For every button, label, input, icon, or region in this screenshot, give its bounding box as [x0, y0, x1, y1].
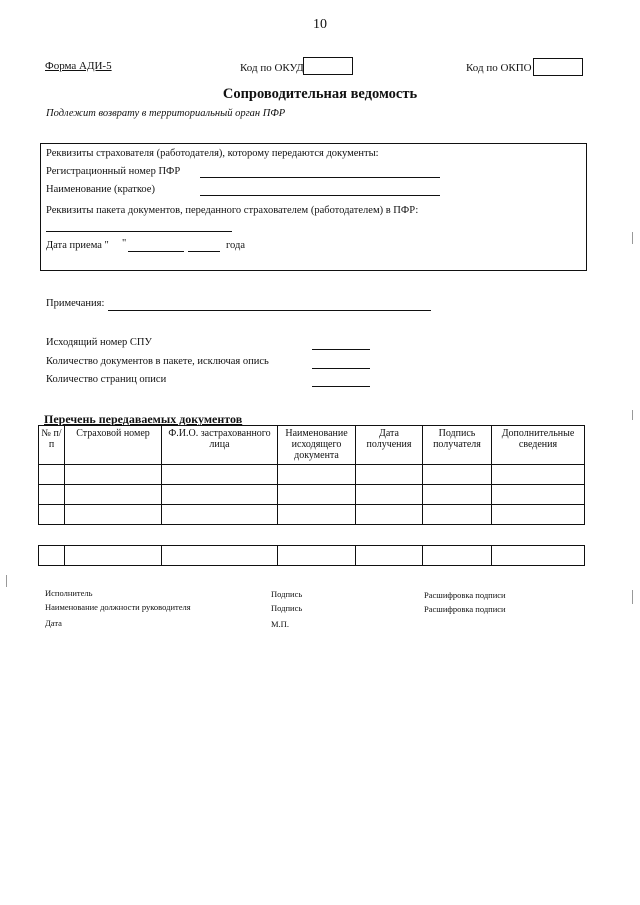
column-header-insurance-number: Страховой номер [65, 426, 162, 465]
manager-position-label: Наименование должности руководителя [45, 602, 191, 612]
form-name: Форма АДИ-5 [45, 60, 112, 72]
signature-label-2: Подпись [271, 603, 303, 613]
table-cell[interactable] [278, 465, 356, 485]
date-label: Дата приема " [46, 240, 109, 251]
okud-code-box[interactable] [303, 57, 353, 75]
table-cell[interactable] [278, 485, 356, 505]
table-cell[interactable] [423, 485, 492, 505]
table-cell[interactable] [39, 546, 65, 566]
table-cell[interactable] [162, 485, 278, 505]
executor-label: Исполнитель [45, 588, 93, 598]
table-cell[interactable] [65, 505, 162, 525]
column-header-full-name: Ф.И.О. застрахованного лица [162, 426, 278, 465]
page-count-label: Количество страниц описи [46, 374, 167, 385]
table-cell[interactable] [162, 505, 278, 525]
table-cell[interactable] [356, 505, 423, 525]
stamp-label: М.П. [271, 619, 289, 629]
table-cell[interactable] [278, 505, 356, 525]
insurer-heading: Реквизиты страхователя (работодателя), которому передаются документы: [46, 148, 379, 159]
year-label: года [226, 240, 245, 251]
table-cell[interactable] [65, 485, 162, 505]
documents-table [38, 425, 585, 525]
table-cell[interactable] [492, 546, 585, 566]
outgoing-number-label: Исходящий номер СПУ [46, 337, 152, 348]
table-cell[interactable] [39, 485, 65, 505]
document-title: Сопроводительная ведомость [222, 86, 418, 102]
table-row [39, 546, 585, 566]
outgoing-number-field[interactable] [312, 349, 370, 350]
column-header-number: № п/п [39, 426, 65, 465]
table-row [39, 485, 585, 505]
column-header-document-name: Наименование исходящего документа [278, 426, 356, 465]
scan-mark [632, 232, 633, 244]
doc-count-field[interactable] [312, 368, 370, 369]
table-cell[interactable] [65, 465, 162, 485]
scan-mark [6, 575, 7, 587]
table-cell[interactable] [356, 465, 423, 485]
documents-table-continuation [38, 545, 585, 566]
table-row [39, 505, 585, 525]
reg-number-label: Регистрационный номер ПФР [46, 166, 181, 177]
date-quote: " [122, 238, 127, 249]
column-header-additional-info: Дополнительные сведения [492, 426, 585, 465]
okud-label: Код по ОКУД [240, 62, 304, 74]
table-row [39, 465, 585, 485]
scan-mark [632, 410, 633, 420]
table-cell[interactable] [423, 546, 492, 566]
okpo-label: Код по ОКПО [466, 62, 532, 74]
date-signature-label: Дата [45, 618, 62, 628]
table-cell[interactable] [162, 465, 278, 485]
table-cell[interactable] [278, 546, 356, 566]
okpo-code-box[interactable] [533, 58, 583, 76]
column-header-recipient-signature: Подпись получателя [423, 426, 492, 465]
signature-label-1: Подпись [271, 589, 303, 599]
documents-list-title: Перечень передаваемых документов [44, 412, 243, 426]
table-cell[interactable] [356, 485, 423, 505]
column-header-receipt-date: Дата получения [356, 426, 423, 465]
signature-decoding-label-2: Расшифровка подписи [424, 604, 506, 614]
table-cell[interactable] [492, 505, 585, 525]
name-label: Наименование (краткое) [46, 184, 155, 195]
package-heading: Реквизиты пакета документов, переданного страхователем (работодателем) в ПФР: [46, 205, 419, 216]
table-header-row [39, 426, 585, 465]
table-cell[interactable] [492, 485, 585, 505]
page-count-field[interactable] [312, 386, 370, 387]
table-cell[interactable] [39, 505, 65, 525]
date-year-field[interactable] [188, 251, 220, 252]
table-cell[interactable] [162, 546, 278, 566]
scan-mark [632, 590, 633, 604]
reg-number-field[interactable] [200, 177, 440, 178]
table-cell[interactable] [65, 546, 162, 566]
table-cell[interactable] [423, 465, 492, 485]
table-cell[interactable] [492, 465, 585, 485]
name-field[interactable] [200, 195, 440, 196]
document-subtitle: Подлежит возврату в территориальный орган ПФР [46, 108, 286, 119]
notes-label: Примечания: [46, 298, 105, 309]
date-month-field[interactable] [128, 251, 184, 252]
table-cell[interactable] [356, 546, 423, 566]
notes-field[interactable] [108, 310, 431, 311]
package-details-field[interactable] [46, 231, 232, 232]
doc-count-label: Количество документов в пакете, исключая опись [46, 356, 269, 367]
page-number: 10 [313, 17, 327, 32]
table-cell[interactable] [39, 465, 65, 485]
signature-decoding-label-1: Расшифровка подписи [424, 590, 506, 600]
table-cell[interactable] [423, 505, 492, 525]
